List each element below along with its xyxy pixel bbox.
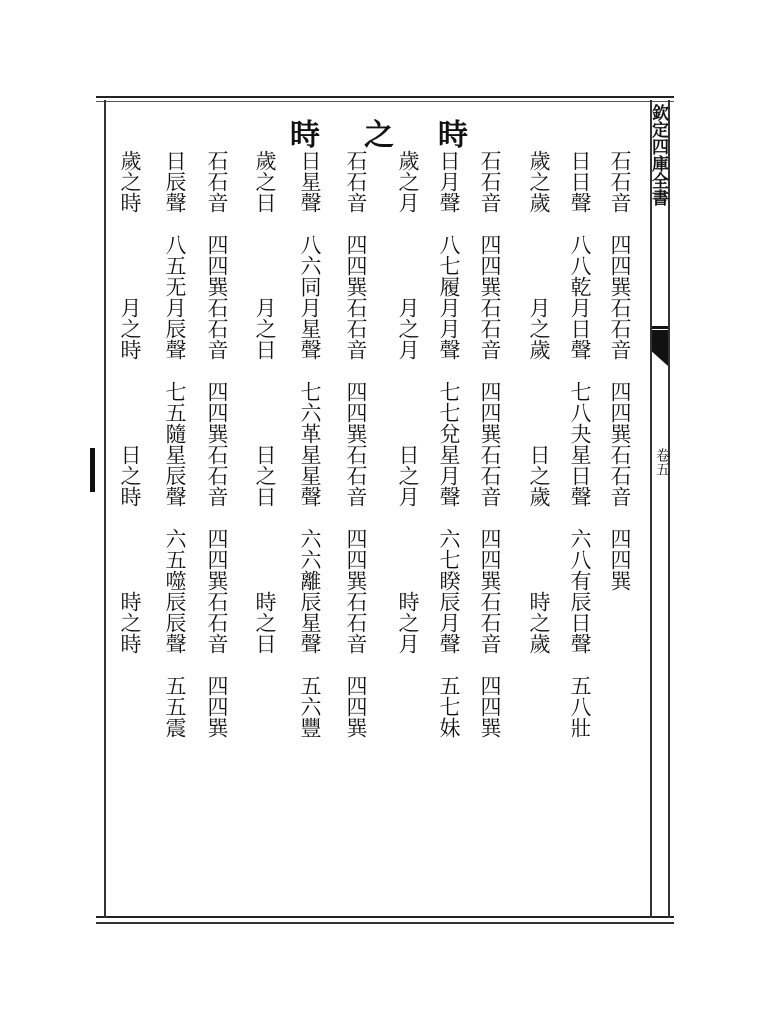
text-column-9: 歲之日 月之日 日之日 時之日	[253, 150, 277, 654]
left-rule	[104, 100, 106, 918]
text-column-2: 日日聲 八八乾月日聲 七八夬星日聲 六八有辰日聲 五八壯	[568, 150, 592, 738]
text-column-11: 日辰聲 八五无月辰聲 七五隨星辰聲 六五噬辰辰聲 五五震	[163, 150, 187, 738]
bottom-border	[96, 916, 674, 918]
right-rule	[650, 100, 652, 918]
text-column-8: 日星聲 八六同月星聲 七六革星星聲 六六離辰星聲 五六豐	[298, 150, 322, 738]
fish-tail-mark	[652, 330, 668, 366]
page-title: 時之時	[290, 118, 512, 153]
right-edge	[668, 100, 670, 918]
binding-mark	[90, 448, 95, 492]
text-column-12: 歲之時 月之時 日之時 時之時	[118, 150, 142, 654]
margin-volume: 卷五	[654, 448, 670, 476]
top-border	[96, 96, 674, 98]
text-column-6: 歲之月 月之月 日之月 時之月	[396, 150, 420, 654]
text-column-7: 石石音 四四巽石石音 四四巽石石音 四四巽石石音 四四巽	[344, 150, 368, 738]
fish-tail-mark-top	[652, 326, 668, 329]
text-column-3: 歲之歲 月之歲 日之歲 時之歲	[527, 150, 551, 654]
text-column-1: 石石音 四四巽石石音 四四巽石石音 四四巽	[608, 150, 632, 591]
margin-book-title: 欽定四庫全書	[648, 104, 668, 206]
text-column-5: 日月聲 八七履月月聲 七七兌星月聲 六七睽辰月聲 五七妹	[437, 150, 461, 738]
text-column-10: 石石音 四四巽石石音 四四巽石石音 四四巽石石音 四四巽	[205, 150, 229, 738]
top-border-inner	[96, 101, 674, 102]
text-column-4: 石石音 四四巽石石音 四四巽石石音 四四巽石石音 四四巽	[478, 150, 502, 738]
bottom-border-outer	[96, 922, 674, 924]
